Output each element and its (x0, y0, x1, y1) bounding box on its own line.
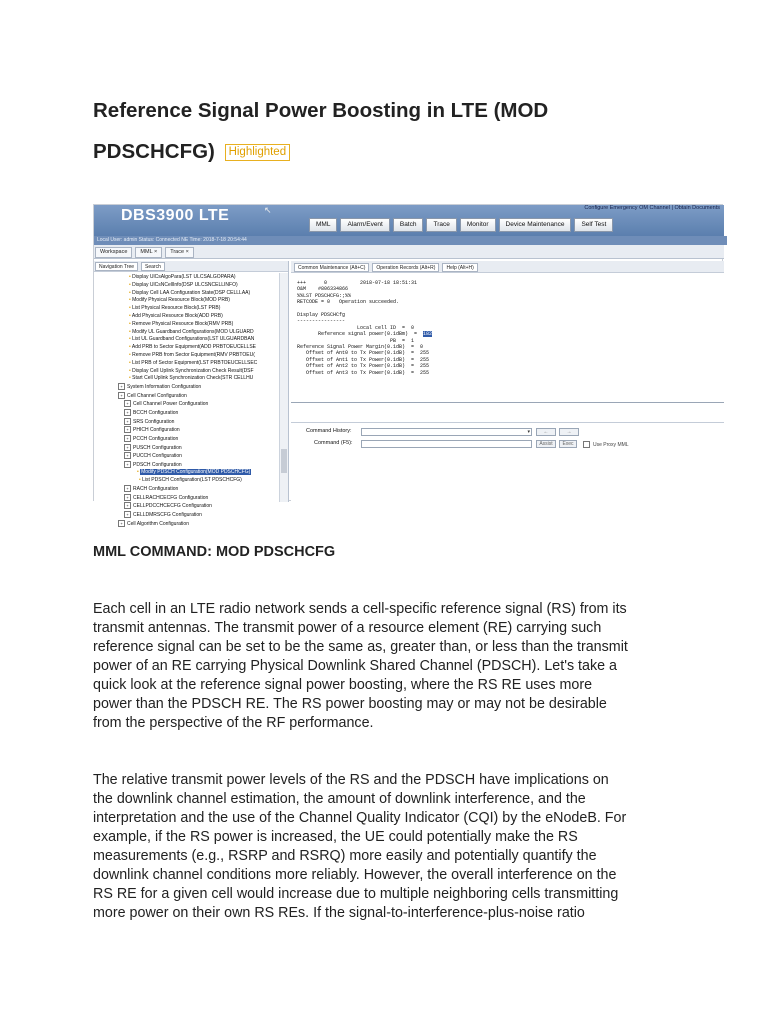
command-bullet-icon: • (129, 289, 133, 296)
workspace-tab[interactable]: MML × (135, 247, 162, 258)
tree-item-label: Add Physical Resource Block(ADD PRB) (131, 312, 223, 319)
console-row-label: PB = (297, 337, 412, 344)
tree-item[interactable] (96, 494, 278, 503)
toolbar-button[interactable]: Device Maintenance (499, 218, 572, 232)
tree-item-label: PUCCH Configuration (133, 452, 182, 459)
paragraph-line: reference signal can be set to be the same as, greater than, or less than the transmit (93, 639, 628, 655)
expand-icon[interactable]: + (124, 426, 131, 433)
tree-item[interactable] (96, 477, 278, 485)
tree-item-label: List Physical Resource Block(LST PRB) (132, 305, 221, 312)
tree-item-label: System Information Configuration (127, 383, 202, 390)
paragraph-line: quick look at the reference signal power boosting, where the RS RE uses more (93, 677, 593, 693)
tree-item-label: Cell Channel Power Configuration (133, 401, 209, 408)
tree-scrollbar[interactable] (279, 273, 288, 502)
panel-divider-2 (291, 422, 724, 423)
expand-icon[interactable]: + (124, 400, 131, 407)
command-history-select[interactable] (361, 428, 532, 436)
paragraph-line: the downlink channel estimation, the amount of downlink interference, and the (93, 791, 586, 807)
tree-item[interactable] (96, 360, 278, 368)
tree-item[interactable] (96, 520, 278, 529)
tree-item[interactable] (96, 511, 278, 520)
expand-icon[interactable]: + (118, 383, 125, 390)
command-bullet-icon: • (129, 375, 133, 382)
paragraph-line: Each cell in an LTE radio network sends a cell-specific reference signal (RS) from its (93, 601, 627, 617)
console-row-value: 255 (420, 363, 430, 370)
expand-icon[interactable]: + (124, 418, 131, 425)
tree-item[interactable] (96, 469, 278, 477)
cursor-icon: ↖ (264, 205, 272, 215)
app-brand: DBS3900 LTE (121, 207, 230, 224)
command-history-label: Command History: (306, 428, 352, 434)
command-bullet-icon: • (129, 336, 133, 343)
toolbar-button[interactable]: Trace (426, 218, 456, 232)
paragraph-line: RS RE for a given cell would increase due to multiple neighboring cells transmitting (93, 886, 619, 902)
toolbar-button[interactable]: Self Test (574, 218, 613, 232)
command-bullet-icon: • (129, 274, 133, 280)
command-panel (291, 261, 724, 502)
console-line: O&M #806334866 (297, 286, 349, 293)
tree-item-label: Display Cell LAA Configuration State(DSP CELLLAA) (132, 289, 251, 296)
nav-tab[interactable]: Navigation Tree (95, 262, 138, 271)
console-row-value: 1 (411, 337, 415, 344)
tree-item[interactable] (96, 336, 278, 344)
tree-item[interactable] (96, 282, 278, 290)
tree-item-label: Cell Algorithm Configuration (127, 520, 189, 527)
back-button[interactable]: ← (536, 428, 556, 436)
tree-item-label: CELLPDCCHCECFG Configuration (133, 503, 212, 510)
workspace-tab[interactable]: Workspace (95, 247, 132, 258)
toolbar-button[interactable]: Monitor (460, 218, 496, 232)
maintenance-tab[interactable]: Common Maintenance (Alt+C) (294, 263, 369, 272)
exec-button[interactable]: Exec (559, 440, 577, 448)
article-title (93, 90, 693, 172)
tree-item-label: Display UlCsAlgoPara(LST ULCSALGOPARA) (132, 274, 236, 280)
tree-item[interactable] (96, 313, 278, 321)
nav-tab[interactable]: Search (141, 262, 165, 271)
tree-item[interactable] (96, 290, 278, 298)
expand-icon[interactable]: + (124, 511, 131, 518)
app-toolbar (309, 218, 613, 232)
workspace-tabs (94, 245, 724, 259)
tree-item[interactable] (96, 352, 278, 360)
forward-button[interactable]: → (559, 428, 579, 436)
tree-item[interactable] (96, 461, 278, 470)
command-bullet-icon: • (129, 312, 132, 319)
app-header (94, 205, 724, 236)
expand-icon[interactable]: + (124, 461, 131, 468)
console-line: Display PDSCHCfg (297, 312, 346, 319)
tree-item[interactable] (96, 426, 278, 435)
tree-item[interactable] (96, 375, 278, 383)
console-row-value: 255 (420, 350, 430, 357)
navigation-panel (94, 261, 289, 527)
command-bullet-icon: • (129, 281, 133, 288)
paragraph-line: power of an RE carrying Physical Downlink Shared Channel (PDSCH). Let's take a (93, 658, 618, 674)
paragraph-line: The relative transmit power levels of the RS and the PDSCH have implications on (93, 772, 609, 788)
console-row-label: Offset of Ant2 to Tx Power(0.1dB) = (297, 363, 421, 370)
title-line-2: PDSCHCFG) (93, 140, 215, 163)
command-bullet-icon: • (129, 359, 133, 366)
command-label: Command (F5): (314, 440, 353, 446)
nav-tabs (94, 261, 288, 272)
command-bullet-icon: • (129, 344, 132, 351)
title-line-1: Reference Signal Power Boosting in LTE (MOD (93, 99, 549, 122)
top-links[interactable]: Configure Emergency OM Channel | Obtain Documents (584, 205, 720, 211)
toolbar-button[interactable]: Batch (393, 218, 424, 232)
tree-item-label: BCCH Configuration (133, 409, 179, 416)
command-bullet-icon: • (139, 477, 143, 484)
tree-item[interactable] (96, 400, 278, 409)
expand-icon[interactable]: + (118, 520, 125, 527)
command-input[interactable] (361, 440, 532, 448)
tree-item[interactable] (96, 485, 278, 494)
paragraph-line: downlink channel conditions more reliably. However, the overall interference on the (93, 867, 617, 883)
proxy-checkbox-wrap[interactable] (583, 441, 629, 448)
tree-item[interactable] (96, 321, 278, 329)
console-row-label: Offset of Ant1 to Tx Power(0.1dB) = (297, 356, 421, 363)
tree-item-label: Add PRB to Sector Equipment(ADD PRBTOEUCELLSE (131, 344, 257, 351)
tree-item-label: Remove PRB from Sector Equipment(RMV PRBTOEU( (132, 351, 255, 358)
tree-item-label: SRS Configuration (133, 418, 175, 425)
navigation-tree (96, 274, 278, 528)
tree-item-label: PCCH Configuration (133, 435, 179, 442)
paragraph-2 (93, 771, 683, 923)
tree-item-label: Display Cell Uplink Synchronization Check Result(DSF (132, 367, 254, 374)
chevron-down-icon: ▾ (527, 429, 530, 435)
paragraph-line: more power on their own RS REs. If the signal-to-interference-plus-noise ratio (93, 905, 585, 921)
tree-item-label: PUSCH Configuration (133, 444, 182, 451)
maintenance-tab[interactable]: Help (Alt+H) (442, 263, 477, 272)
tree-item[interactable] (96, 444, 278, 453)
console-row-value: 182 (423, 331, 433, 338)
expand-icon[interactable]: + (124, 435, 131, 442)
command-bullet-icon: • (129, 367, 133, 374)
tree-item-label: Remove Physical Resource Block(RMV PRB) (132, 320, 234, 327)
paragraph-1 (93, 600, 683, 733)
toolbar-button[interactable]: Alarm/Event (340, 218, 389, 232)
tree-item-label: Modify PDSCH Configuration(MOD PDSCHCFG) (141, 469, 251, 476)
expand-icon[interactable]: + (124, 485, 131, 492)
tree-item-label: PDSCH Configuration (133, 461, 182, 468)
tree-item[interactable] (96, 329, 278, 337)
tree-item-label: Cell Channel Configuration (127, 392, 187, 399)
command-bullet-icon: • (129, 351, 133, 358)
status-bar: Local User: admin Status: Connected NE Time: 2018-7-18 20:54:44 (94, 236, 727, 245)
tree-item[interactable] (96, 452, 278, 461)
console-row-value: 0 (420, 344, 424, 351)
maintenance-tabs (291, 261, 724, 273)
maintenance-tab[interactable]: Operation Records (Alt+R) (372, 263, 439, 272)
expand-icon[interactable]: + (124, 444, 131, 451)
paragraph-line: measurements (e.g., RSRP and RSRQ) more easily and potentially quantify the (93, 848, 597, 864)
expand-icon[interactable]: + (124, 452, 131, 459)
command-output (297, 280, 432, 376)
console-row-label: Reference signal power(0.1dBm) = (297, 331, 424, 338)
console-line: RETCODE = 0 Operation succeeded. (297, 299, 400, 306)
expand-icon[interactable]: + (124, 502, 131, 509)
tree-item-label: CELLDMRSCFG Configuration (133, 511, 202, 518)
tree-item-label: List PDSCH Configuration(LST PDSCHCFG) (142, 477, 242, 484)
command-bullet-icon: • (129, 297, 133, 304)
proxy-checkbox[interactable] (583, 441, 590, 448)
expand-icon[interactable]: + (124, 409, 131, 416)
mml-screenshot (93, 204, 723, 527)
tree-item[interactable] (96, 368, 278, 376)
tree-item[interactable] (96, 409, 278, 418)
assist-button[interactable]: Assist (536, 440, 556, 448)
command-bullet-icon: • (129, 328, 133, 335)
tree-item-label: List UL Guardband Configurations(LST ULGUARDBAN (132, 336, 255, 343)
tree-item[interactable] (96, 274, 278, 282)
tree-item-label: Modify UL Guardband Configurations(MOD ULGUARD (132, 328, 254, 335)
expand-icon[interactable]: + (124, 494, 131, 501)
paragraph-line: transmit antennas. The transmit power of a resource element (RE) carrying such (93, 620, 602, 636)
workspace-tab[interactable]: Trace × (165, 247, 194, 258)
console-row-value: 255 (420, 369, 430, 376)
tree-item[interactable] (96, 502, 278, 511)
console-line: +++ 0 2018-07-18 18:51:31 (297, 280, 418, 286)
console-row-value: 0 (411, 324, 415, 331)
scrollbar-thumb[interactable] (281, 449, 287, 473)
console-row-label: Offset of Ant3 to Tx Power(0.1dB) = (297, 369, 421, 376)
section-heading: MML COMMAND: MOD PDSCHCFG (93, 544, 336, 560)
tree-item[interactable] (96, 435, 278, 444)
tree-item[interactable] (96, 392, 278, 401)
paragraph-line: example, if the RS power is increased, the UE could potentially make the RS (93, 829, 578, 845)
tree-item[interactable] (96, 383, 278, 392)
expand-icon[interactable]: + (118, 392, 125, 399)
tree-item-label: RACH Configuration (133, 485, 179, 492)
tree-item-label: Modify Physical Resource Block(MOD PRB) (132, 297, 230, 304)
tree-item-label: Start Cell Uplink Synchronization Check(STR CELLHU (132, 375, 254, 382)
tree-item[interactable] (96, 305, 278, 313)
console-row-value: 255 (420, 356, 430, 363)
command-bullet-icon: • (137, 469, 141, 476)
console-row (297, 370, 432, 376)
toolbar-button[interactable]: MML (309, 218, 337, 232)
proxy-label: Use Proxy MML (593, 441, 629, 448)
console-line: ---------------- (297, 318, 346, 325)
tree-item-label: PHICH Configuration (133, 427, 180, 434)
paragraph-line: interpretation and the use of the Channel Quality Indicator (CQI) by the eNodeB. For (93, 810, 627, 826)
command-bullet-icon: • (129, 320, 133, 327)
tree-item-label: List PRB of Sector Equipment(LST PRBTOEUCELLSEC (132, 359, 258, 366)
tree-item-label: CELLRACHCECFG Configuration (133, 494, 209, 501)
console-row-label: Offset of Ant0 to Tx Power(0.1dB) = (297, 350, 421, 357)
tree-item[interactable] (96, 297, 278, 305)
tree-item-label: Display UlCsNCellInfo(DSP ULCSNCELLINFO) (132, 281, 238, 288)
console-row-label: Reference Signal Power Margin(0.1dB) = (297, 344, 421, 351)
console-line: %%LST PDSCHCFG:;%% (297, 292, 352, 299)
console-row-label: Local cell ID = (297, 324, 412, 331)
command-bullet-icon: • (129, 305, 133, 312)
paragraph-line: from the perspective of the RF performance. (93, 715, 374, 731)
panel-divider[interactable] (291, 402, 724, 403)
highlighted-badge[interactable]: Highlighted (225, 144, 291, 161)
paragraph-line: power than the PDSCH RE. The RS power boosting may or may not be desirable (93, 696, 607, 712)
tree-item[interactable] (96, 418, 278, 427)
tree-item[interactable] (96, 344, 278, 352)
